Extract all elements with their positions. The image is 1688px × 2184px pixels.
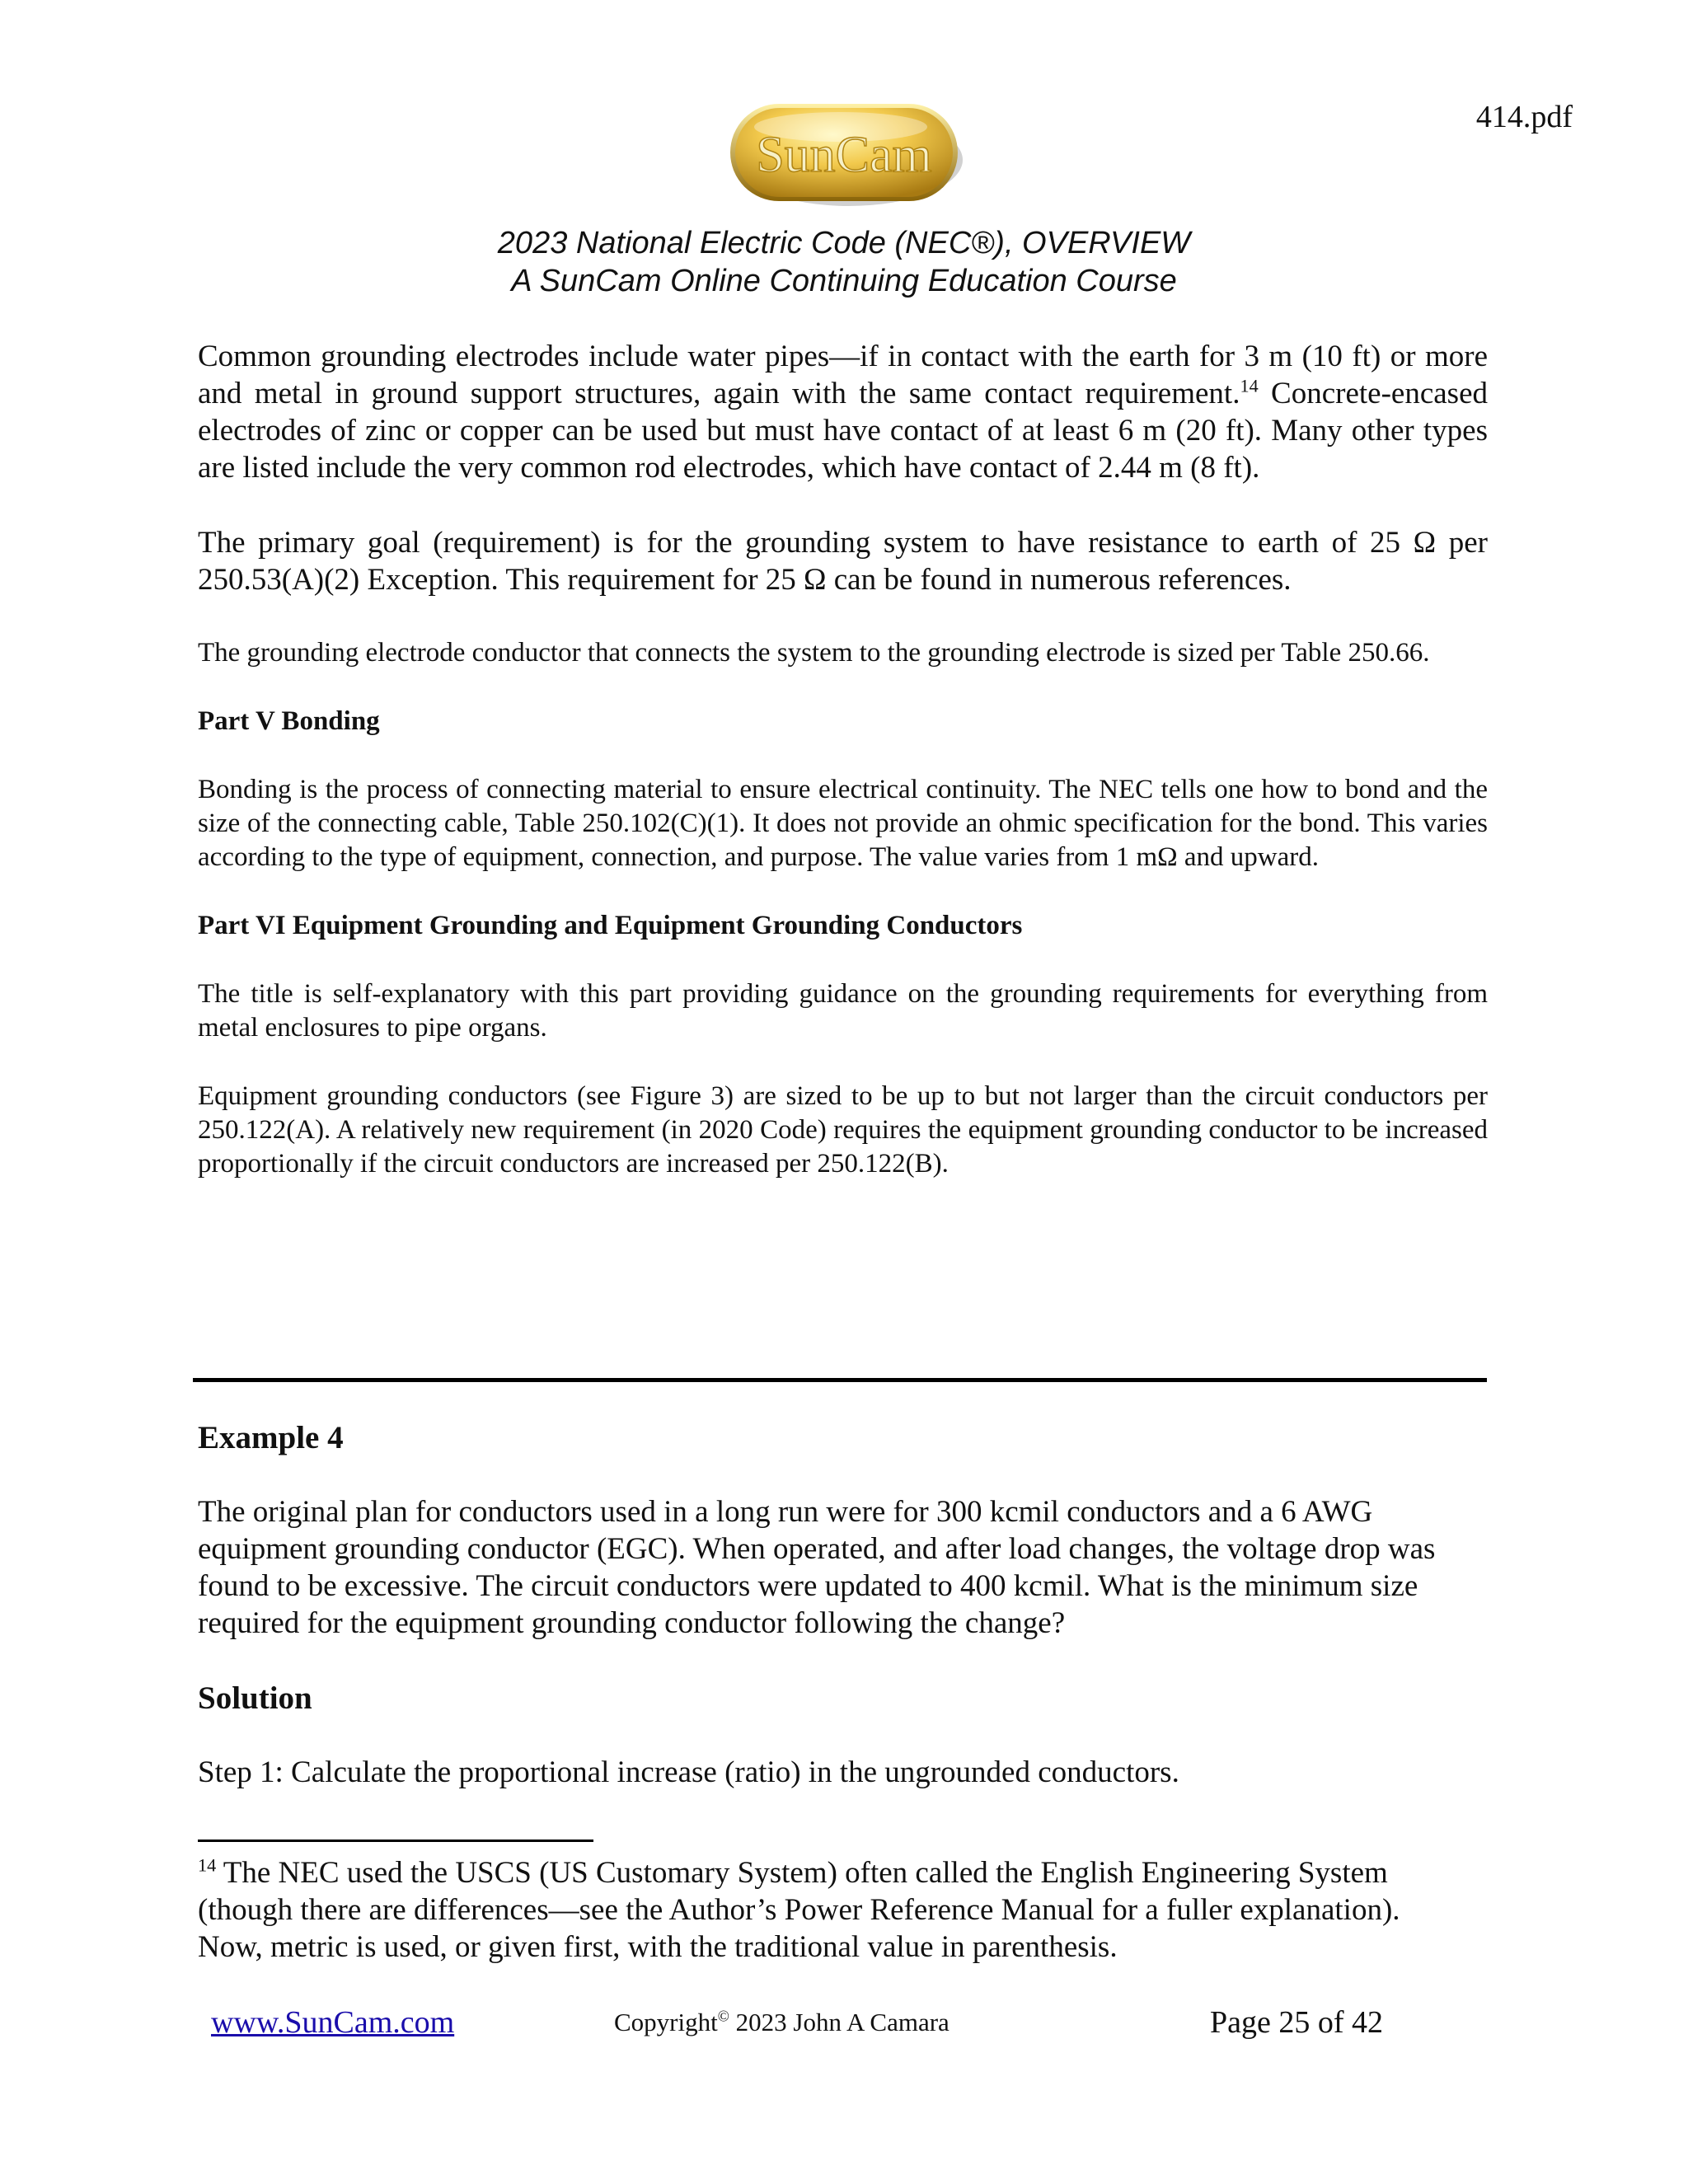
suncam-logo	[725, 97, 964, 213]
heading-part-vi: Part VI Equipment Grounding and Equipment Grounding Conductors	[198, 911, 1023, 940]
logo-graphic	[725, 97, 964, 213]
footnote-divider	[198, 1840, 593, 1842]
example-title: Example 4	[198, 1420, 344, 1455]
section-divider	[193, 1378, 1487, 1382]
paragraph-bonding: Bonding is the process of connecting material to ensure electrical continuity. The NEC tells one how to bond and the size of the connecting cable, Table 250.102(C)(1). It does not provide an ohmic specification for the bond. This varies according to the type of equipment, connection, and purpose. The value varies from 1 mΩ and upward.	[198, 775, 1488, 872]
paragraph-title-explanatory: The title is self-explanatory with this part providing guidance on the grounding requirements for everything from metal enclosures to pipe organs.	[198, 979, 1488, 1043]
main-content	[198, 338, 1488, 1216]
paragraph-grounding-electrodes: Common grounding electrodes include water pipes—if in contact with the earth for 3 m (10 ft) or more and metal in ground support structures, again with the same contact requirement.$^{14}$ Concrete-encased electrodes of zinc or copper can be used but must have contact of at least 6 m (20 ft). Many other types are listed include the very common rod electrodes, which have contact of 2.44 m (8 ft).	[198, 340, 1488, 485]
header-title: 2023 National Electric Code (NEC®), OVERVIEW	[497, 226, 1191, 260]
paragraph-electrode-conductor: The grounding electrode conductor that connects the system to the grounding electrode is sized per Table 250.66.	[198, 638, 1430, 668]
heading-part-v: Part V Bonding	[198, 706, 380, 736]
solution-heading: Solution	[198, 1680, 312, 1716]
copyright-notice: Copyright© 2023 John A Camara	[614, 2008, 950, 2036]
copyright-symbol: ©	[717, 2008, 729, 2026]
course-header	[0, 224, 1688, 300]
header-subtitle: A SunCam Online Continuing Education Course	[511, 264, 1177, 298]
solution-step-1: Step 1: Calculate the proportional increase (ratio) in the ungrounded conductors.	[198, 1755, 1179, 1789]
page-footer	[0, 2004, 1688, 2054]
footnote-reference[interactable]: 14	[1240, 375, 1259, 396]
paragraph-resistance-goal: The primary goal (requirement) is for the grounding system to have resistance to earth of 25 Ω per 250.53(A)(2) Exception. This requirement for 25 Ω can be found in numerous references.	[198, 526, 1488, 597]
logo-text: SunCam	[756, 127, 932, 183]
footnote	[198, 1854, 1451, 1966]
file-name: 414.pdf	[1475, 100, 1573, 134]
paragraph-egc-sizing: Equipment grounding conductors (see Figure 3) are sized to be up to but not larger than the circuit conductors per 250.122(A). A relatively new requirement (in 2020 Code) requires the equipment grounding conductor to be increased proportionally if the circuit conductors are increased per 250.122(B).	[198, 1081, 1488, 1179]
suncam-website-link[interactable]: www.SunCam.com	[211, 2005, 455, 2040]
footnote-number: 14	[198, 1854, 217, 1876]
example-problem: The original plan for conductors used in a long run were for 300 kcmil conductors and a 6 AWG equipment grounding conductor (EGC). When operated, and after load changes, the voltage drop was found to be excessive. The circuit conductors were updated to 400 kcmil. What is the minimum size required for the equipment grounding conductor following the change?	[198, 1495, 1436, 1640]
footnote-text: The NEC used the USCS (US Customary System) often called the English Engineering System (though there are differences—see the Author’s Power Reference Manual for a fuller explanation). Now, metric is used, or given first, with the traditional value in parenthesis.	[198, 1856, 1400, 1964]
example-section	[198, 1419, 1488, 1829]
page-number: Page 25 of 42	[1210, 2005, 1384, 2040]
